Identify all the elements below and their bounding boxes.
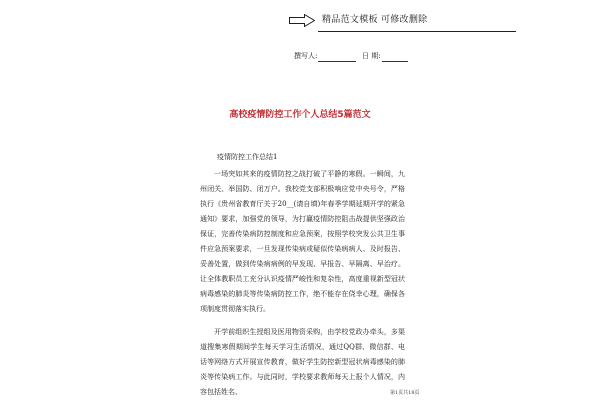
page-number: 第1页共18页 xyxy=(390,390,420,396)
section-subtitle: 疫情防控工作总结1 xyxy=(217,153,278,161)
date-label: 日 期: xyxy=(362,52,381,60)
document-header xyxy=(0,0,600,34)
body-paragraph-1: 一场突如其来的疫情防控之战打破了平静的寒假。一瞬间，九州闭关、举国防、闭万户。我校党支部积极响应党中央号令，严格执行《贵州省教育厅关于20__(请自填)年春季学期延期开学的紧急通知》要求，加强党的领导，为打赢疫情防控阻击战提供坚强政治保证，完善传染病防控制度和应急预案，按照学校突发公共卫生事件应急预案要求，一旦发现传染病或疑似传染病病人、及时报告、妥善处置，做到传染病病例的早发现、早报告、早隔离、早治疗。让全体教职员工充分认识疫情严峻性和复杂性，高度重视新型冠状病毒感染的肺炎等传染病防控工作，绝不能存在侥幸心理，确保各项制度贯彻落实执行。 xyxy=(200,170,405,313)
template-label: 精品范文模板 可修改删除 xyxy=(322,15,428,25)
document-title: 高校疫情防控工作个人总结5篇范文 xyxy=(229,110,371,120)
author-label: 撰写人: xyxy=(294,52,318,60)
right-arrow-icon xyxy=(289,14,315,27)
author-date-line xyxy=(0,50,600,62)
header-divider xyxy=(318,31,516,32)
date-blank xyxy=(382,50,408,62)
author-blank xyxy=(318,50,356,62)
document-body xyxy=(200,151,405,400)
body-paragraph-2: 开学前组织生授组及医用物资采购，由学校党政办牵头，多渠道搜集寒假期间学生每天学习生活情况，通过QQ群、微信群、电话等网络方式开展宣传教育，做好学生防控新型冠状病毒感染的肺炎等传染病工作。与此同时，学校要求教师每天上报个人情况，内容包括姓名、 xyxy=(200,328,405,396)
